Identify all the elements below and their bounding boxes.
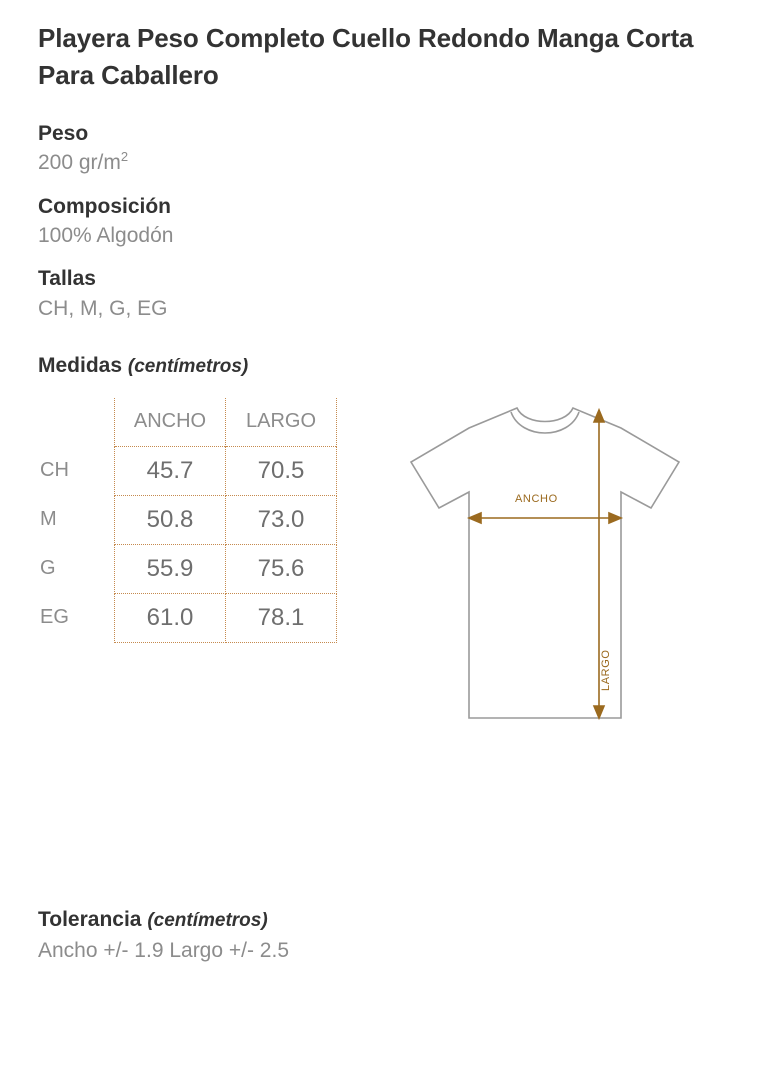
cell-g-ancho: 55.9 [115, 544, 226, 593]
shirt-diagram-svg [399, 396, 699, 756]
cell-g-largo: 75.6 [226, 544, 337, 593]
table-row [40, 544, 337, 593]
table-row [40, 593, 337, 642]
row-label-eg: EG [40, 606, 69, 629]
spec-peso [38, 120, 729, 179]
cell-m-ancho: 50.8 [115, 495, 226, 544]
length-label: LARGO [600, 649, 612, 692]
tshirt-outline-icon [411, 408, 679, 718]
spec-composicion-label: Composición [38, 194, 172, 218]
spec-tallas-value: CH, M, G, EG [38, 296, 168, 320]
spec-peso-value [38, 148, 729, 178]
shirt-diagram [399, 396, 699, 761]
tolerance-unit: (centímetros) [147, 910, 268, 931]
measures-area [38, 392, 729, 761]
cell-eg-ancho: 61.0 [115, 593, 226, 642]
table-row [40, 495, 337, 544]
table-row [40, 446, 337, 495]
measures-heading [38, 354, 729, 378]
row-label-ch: CH [40, 459, 69, 482]
spec-peso-number: 200 gr/m [38, 151, 121, 175]
size-table [40, 398, 337, 643]
spec-tallas [38, 265, 729, 324]
table-header-row [40, 398, 337, 446]
width-label: ANCHO [515, 493, 558, 506]
row-label-m: M [40, 508, 57, 531]
cell-m-largo: 73.0 [226, 495, 337, 544]
spec-composicion-value: 100% Algodón [38, 223, 174, 247]
page-title: Playera Peso Completo Cuello Redondo Manga Corta Para Caballero [38, 23, 694, 90]
column-header-ancho: ANCHO [115, 398, 226, 446]
tolerance-heading [38, 908, 728, 932]
cell-eg-largo: 78.1 [226, 593, 337, 642]
spec-composicion [38, 193, 729, 252]
cell-ch-largo: 70.5 [226, 446, 337, 495]
table-corner-cell [40, 398, 115, 446]
measures-heading-text: Medidas [38, 354, 123, 378]
spec-peso-superscript: 2 [120, 149, 129, 165]
spec-peso-label: Peso [38, 121, 89, 145]
tolerance-block [38, 908, 728, 963]
cell-ch-ancho: 45.7 [115, 446, 226, 495]
column-header-largo: LARGO [226, 398, 337, 446]
measures-unit: (centímetros) [127, 356, 249, 378]
row-label-g: G [40, 557, 56, 580]
tolerance-value: Ancho +/- 1.9 Largo +/- 2.5 [38, 939, 289, 962]
spec-tallas-label: Tallas [38, 267, 96, 291]
tolerance-heading-text: Tolerancia [38, 908, 142, 931]
